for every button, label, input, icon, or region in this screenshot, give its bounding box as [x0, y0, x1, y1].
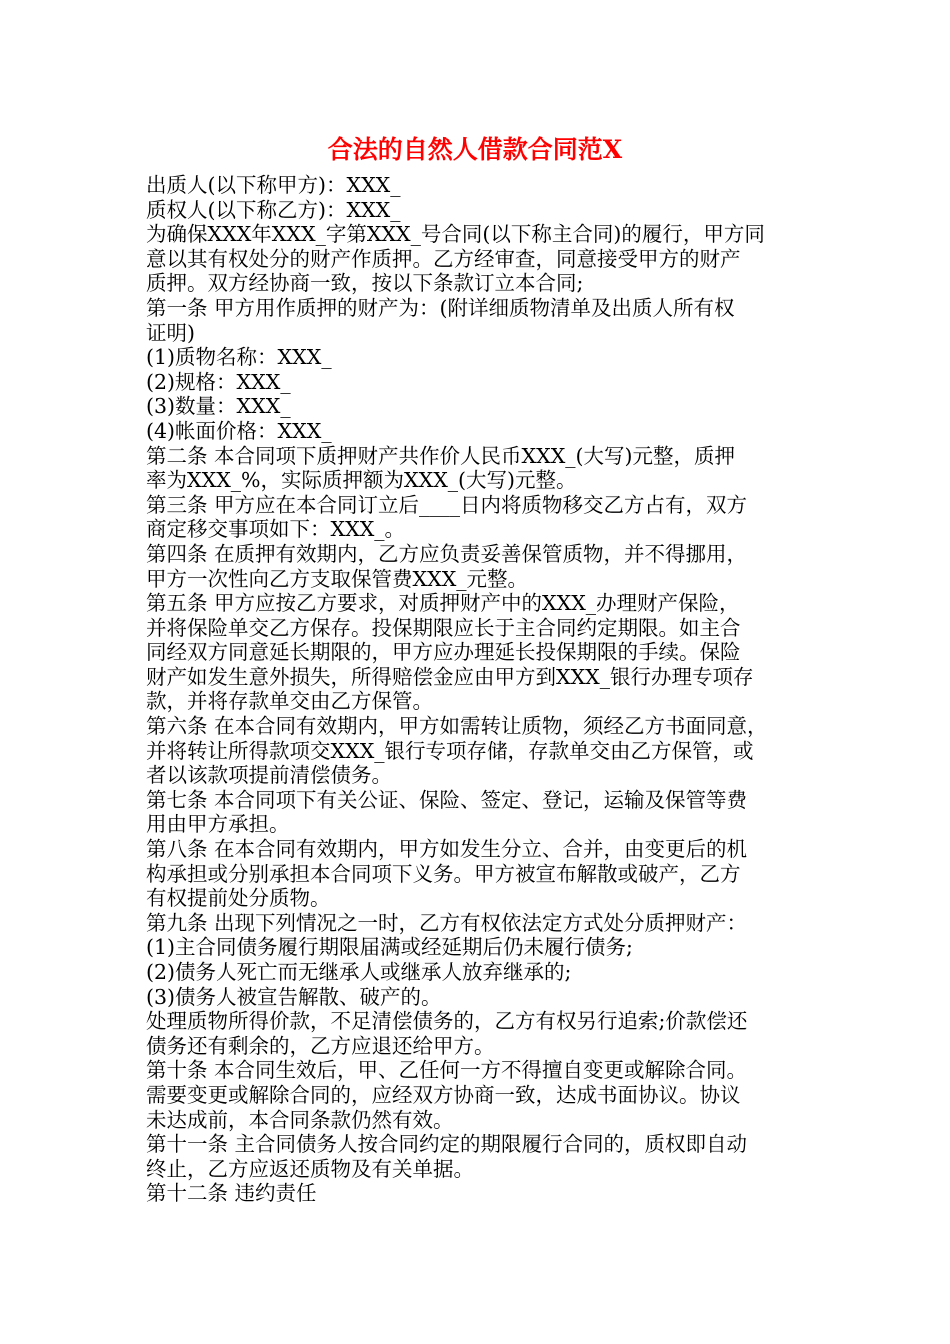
body-line: 债务还有剩余的，乙方应退还给甲方。 — [146, 1033, 495, 1058]
body-line: 构承担或分别承担本合同项下义务。甲方被宣布解散或破产，乙方 — [146, 861, 741, 886]
body-line: 第三条 甲方应在本合同订立后____日内将质物移交乙方占有，双方 — [146, 492, 748, 517]
body-line: 第十一条 主合同债务人按合同约定的期限履行合同的，质权即自动 — [146, 1132, 748, 1157]
body-line: 同经双方同意延长期限的，甲方应办理延长投保期限的手续。保险 — [146, 640, 741, 665]
body-line: 第五条 甲方应按乙方要求，对质押财产中的XXX_办理财产保险， — [146, 591, 740, 616]
body-line: (2)规格：XXX_ — [146, 369, 291, 394]
body-line: 有权提前处分质物。 — [146, 886, 331, 911]
body-line: 第十二条 违约责任 — [146, 1181, 317, 1206]
body-line: 第九条 出现下列情况之一时，乙方有权依法定方式处分质押财产： — [146, 910, 748, 935]
body-line: (3)数量：XXX_ — [146, 394, 291, 419]
body-line: 第六条 在本合同有效期内，甲方如需转让质物，须经乙方书面同意， — [146, 714, 768, 739]
body-line: 甲方一次性向乙方支取保管费XXX_元整。 — [146, 566, 529, 591]
body-line: 并将保险单交乙方保存。投保期限应长于主合同约定期限。如主合 — [146, 615, 741, 640]
body-line: (4)帐面价格：XXX_ — [146, 418, 332, 443]
body-line: 财产如发生意外损失，所得赔偿金应由甲方到XXX_银行办理专项存 — [146, 664, 754, 689]
body-line: 质权人(以下称乙方)：XXX_ — [146, 197, 401, 222]
body-line: (1)主合同债务履行期限届满或经延期后仍未履行债务; — [146, 935, 633, 960]
body-line: 率为XXX_%，实际质押额为XXX_(大写)元整。 — [146, 468, 577, 493]
body-line: (3)债务人被宣告解散、破产的。 — [146, 984, 442, 1009]
document-body — [146, 173, 826, 1206]
body-line: 商定移交事项如下：XXX_。 — [146, 517, 406, 542]
body-line: 第八条 在本合同有效期内，甲方如发生分立、合并，由变更后的机 — [146, 837, 748, 862]
body-line: 未达成前，本合同条款仍然有效。 — [146, 1107, 454, 1132]
body-line: 质押。双方经协商一致，按以下条款订立本合同; — [146, 271, 584, 296]
body-line: 出质人(以下称甲方)：XXX_ — [146, 173, 401, 197]
body-line: (1)质物名称：XXX_ — [146, 345, 332, 370]
body-line: 为确保XXX年XXX_字第XXX_号合同(以下称主合同)的履行，甲方同 — [146, 222, 765, 247]
body-line: 用由甲方承担。 — [146, 812, 290, 837]
body-line: 并将转让所得款项交XXX_银行专项存储，存款单交由乙方保管，或 — [146, 738, 754, 763]
body-line: 第十条 本合同生效后，甲、乙任何一方不得擅自变更或解除合同。 — [146, 1058, 748, 1083]
document-title: 合法的自然人借款合同范X — [327, 135, 623, 164]
body-line: 第四条 在质押有效期内，乙方应负责妥善保管质物，并不得挪用， — [146, 541, 748, 566]
body-line: 第一条 甲方用作质押的财产为：(附详细质物清单及出质人所有权 — [146, 295, 735, 320]
body-line: 需要变更或解除合同的，应经双方协商一致，达成书面协议。协议 — [146, 1082, 741, 1107]
body-line: 终止，乙方应返还质物及有关单据。 — [146, 1156, 474, 1181]
body-line: (2)债务人死亡而无继承人或继承人放弃继承的; — [146, 960, 572, 984]
body-line: 者以该款项提前清偿债务。 — [146, 763, 392, 788]
body-line: 处理质物所得价款，不足清偿债务的，乙方有权另行追索;价款偿还 — [146, 1009, 748, 1034]
body-line: 款，并将存款单交由乙方保管。 — [146, 689, 433, 714]
body-line: 第七条 本合同项下有关公证、保险、签定、登记，运输及保管等费 — [146, 787, 748, 812]
body-line: 意以其有权处分的财产作质押。乙方经审查，同意接受甲方的财产 — [146, 246, 741, 271]
body-line: 证明) — [146, 320, 195, 345]
body-line: 第二条 本合同项下质押财产共作价人民币XXX_(大写)元整，质押 — [146, 443, 736, 468]
